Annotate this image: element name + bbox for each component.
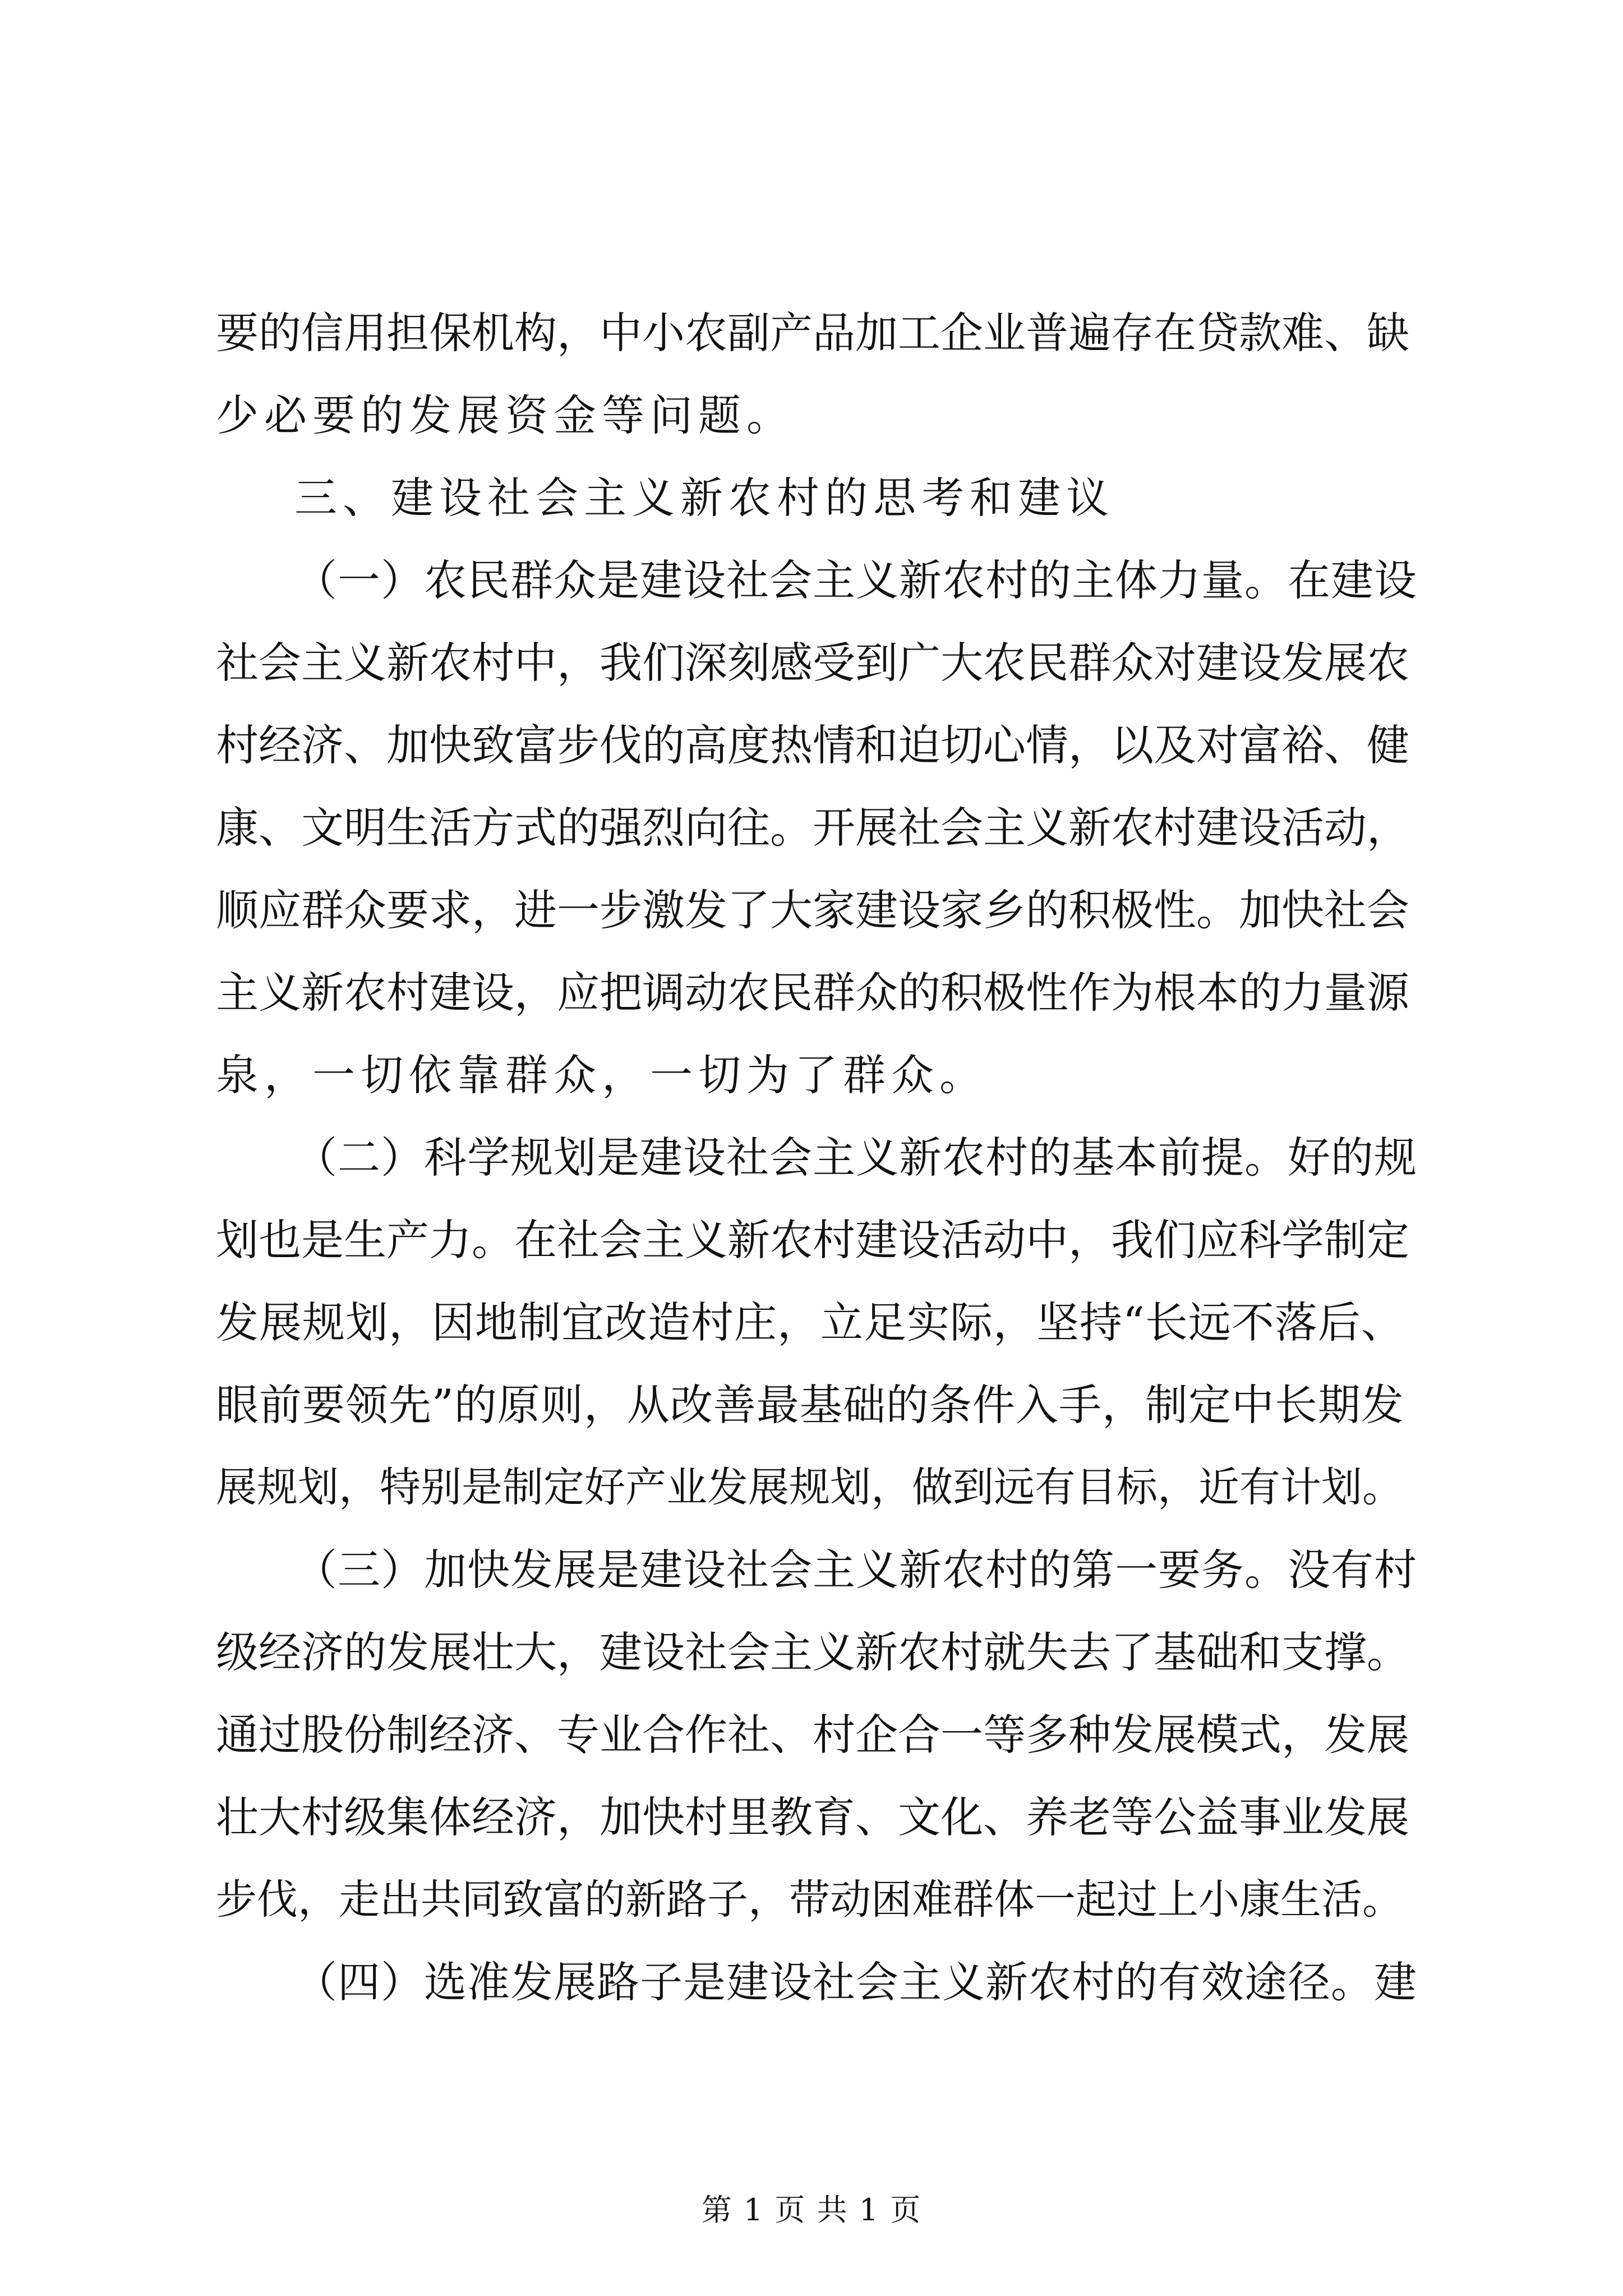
body-text-line: 通过股份制经济、专业合作社、村企合一等多种发展模式，发展 (216, 1710, 1409, 1760)
body-text-line: 村经济、加快致富步伐的高度热情和迫切心情，以及对富裕、健 (216, 720, 1409, 770)
body-text-line: 少必要的发展资金等问题。 (216, 390, 795, 440)
body-text-line: 步伐，走出共同致富的新路子，带动困难群体一起过上小康生活。 (216, 1876, 1403, 1924)
paragraph-first-line: （一）农民群众是建设社会主义新农村的主体力量。在建设 (294, 555, 1417, 605)
paragraph-first-line: （二）科学规划是建设社会主义新农村的基本前提。好的规 (294, 1133, 1417, 1182)
body-text-line: 展规划，特别是制定好产业发展规划，做到远有目标，近有计划。 (216, 1464, 1403, 1511)
page-footer: 第 1 页 共 1 页 (701, 2192, 922, 2228)
section-heading: 三、建设社会主义新农村的思考和建议 (294, 473, 1114, 523)
body-text-line: 发展规划，因地制宜改造村庄，立足实际，坚持“长远不落后、 (216, 1297, 1404, 1347)
paragraph-first-line: （四）选准发展路子是建设社会主义新农村的有效途径。建 (294, 1957, 1417, 2007)
document-body (216, 292, 1419, 2023)
body-text-line: 级经济的发展壮大，建设社会主义新农村就失去了基础和支撑。 (216, 1627, 1409, 1677)
body-text-line: 泉，一切依靠群众，一切为了群众。 (216, 1050, 988, 1100)
body-text-line: 眼前要领先”的原则，从改善最基础的条件入手，制定中长期发 (216, 1380, 1404, 1430)
body-text-line: 社会主义新农村中，我们深刻感受到广大农民群众对建设发展农 (216, 638, 1409, 688)
body-text-line: 壮大村级集体经济，加快村里教育、文化、养老等公益事业发展 (216, 1792, 1409, 1842)
body-text-line: 要的信用担保机构，中小农副产品加工企业普遍存在贷款难、缺 (216, 308, 1409, 358)
body-text-line: 主义新农村建设，应把调动农民群众的积极性作为根本的力量源 (216, 968, 1409, 1018)
body-text-line: 顺应群众要求，进一步激发了大家建设家乡的积极性。加快社会 (216, 885, 1409, 935)
paragraph-first-line: （三）加快发展是建设社会主义新农村的第一要务。没有村 (294, 1545, 1417, 1595)
body-text-line: 康、文明生活方式的强烈向往。开展社会主义新农村建设活动， (216, 803, 1409, 853)
body-text-line: 划也是生产力。在社会主义新农村建设活动中，我们应科学制定 (216, 1215, 1409, 1265)
